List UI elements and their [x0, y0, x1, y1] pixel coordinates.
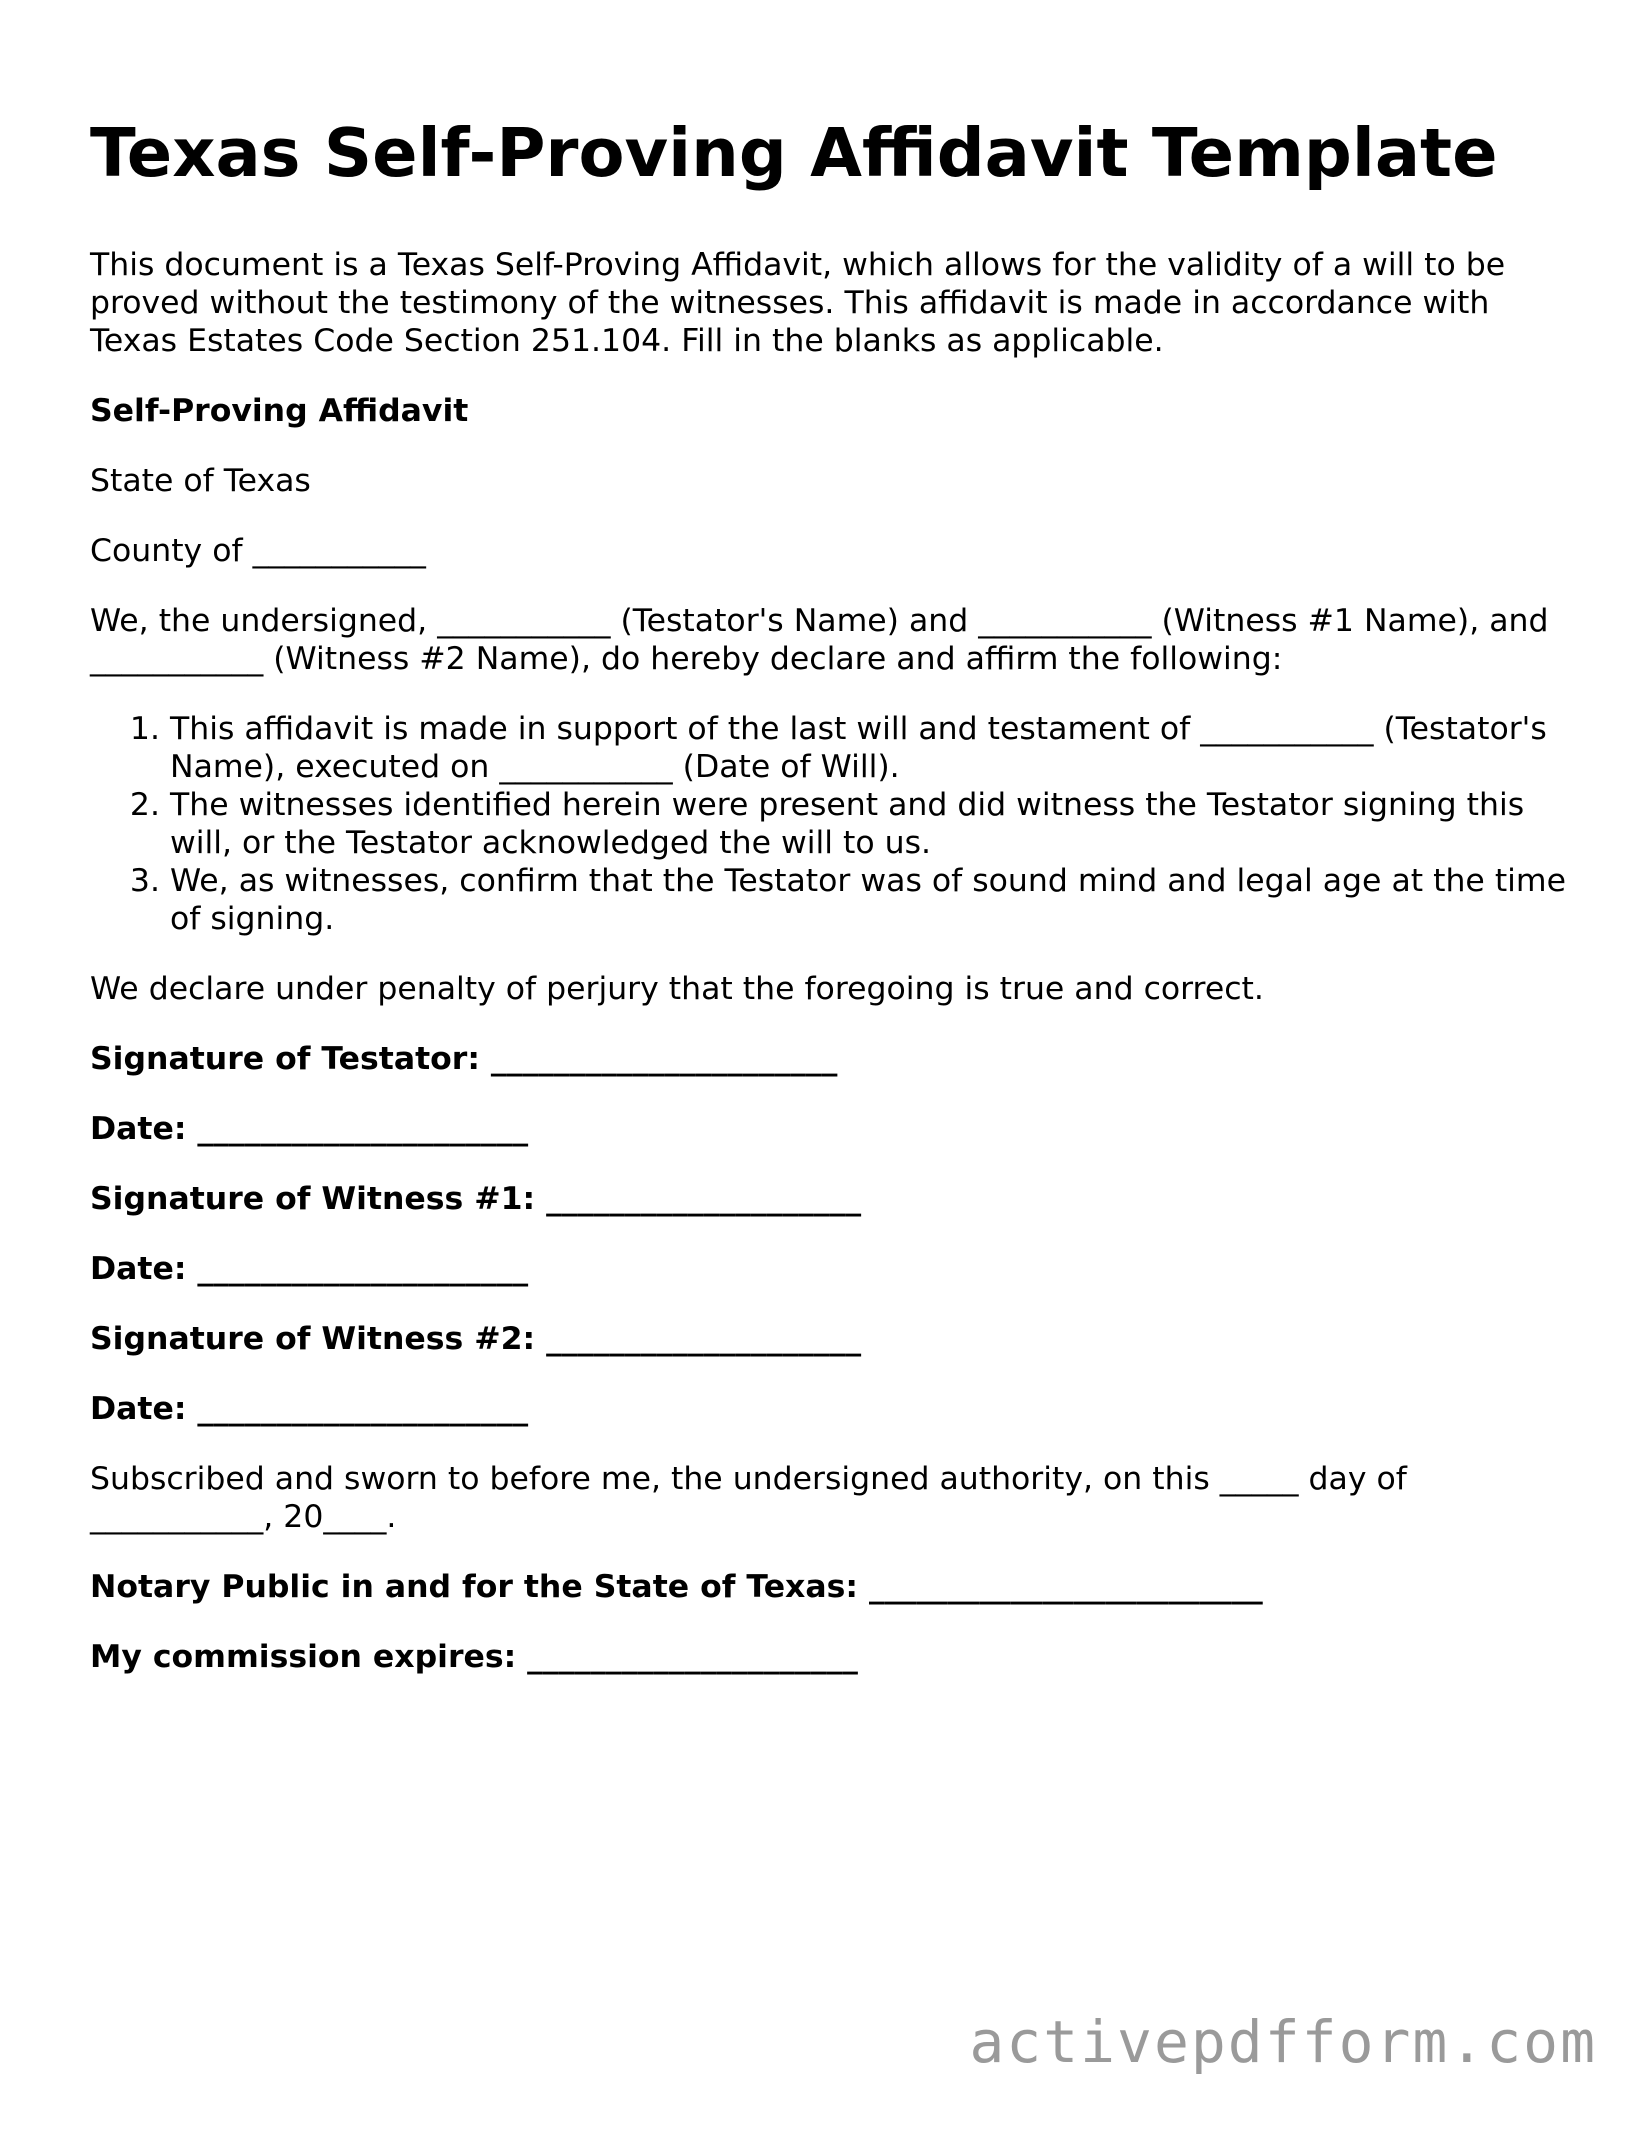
list-item: 2. The witnesses identified herein were present and did witness the Testator signing this will, or the Testator acknowledged the will to us.	[170, 786, 1570, 862]
section-heading: Self-Proving Affidavit	[90, 393, 469, 429]
commission-expires-line: My commission expires: _____________________	[90, 1639, 858, 1675]
testator-date-line: Date: _____________________	[90, 1111, 529, 1147]
declaration-paragraph: We, the undersigned, ___________ (Testator's Name) and ___________ (Witness #1 Name), and ___________ (Witness #2 Name), do hereby declare and affirm the following:	[90, 603, 1549, 677]
affirmation-list	[90, 710, 1570, 938]
list-item: 3. We, as witnesses, confirm that the Testator was of sound mind and legal age at the time of signing.	[170, 862, 1570, 938]
county-line: County of ___________	[90, 533, 426, 569]
state-line: State of Texas	[90, 463, 311, 499]
document-title: Texas Self-Proving Affidavit Template	[90, 114, 1498, 192]
perjury-statement: We declare under penalty of perjury that the foregoing is true and correct.	[90, 971, 1264, 1007]
notary-signature-line: Notary Public in and for the State of Texas: _________________________	[90, 1569, 1263, 1605]
witness2-date-line: Date: _____________________	[90, 1391, 529, 1427]
list-item: 1. This affidavit is made in support of the last will and testament of ___________ (Testator's Name), executed on ___________ (Date of Will).	[170, 710, 1570, 786]
intro-paragraph: This document is a Texas Self-Proving Affidavit, which allows for the validity of a will to be proved without the testimony of the witnesses. This affidavit is made in accordance with Texas Estates Code Section 251.104. Fill in the blanks as applicable.	[90, 247, 1506, 359]
document-page	[90, 112, 1570, 1708]
witness1-signature-line: Signature of Witness #1: ____________________	[90, 1181, 862, 1217]
testator-signature-line: Signature of Testator: ______________________	[90, 1041, 838, 1077]
watermark-text: activepdfform.com	[969, 2008, 1597, 2076]
witness1-date-line: Date: _____________________	[90, 1251, 529, 1287]
sworn-statement: Subscribed and sworn to before me, the undersigned authority, on this _____ day of ___________, 20____.	[90, 1461, 1407, 1535]
witness2-signature-line: Signature of Witness #2: ____________________	[90, 1321, 862, 1357]
